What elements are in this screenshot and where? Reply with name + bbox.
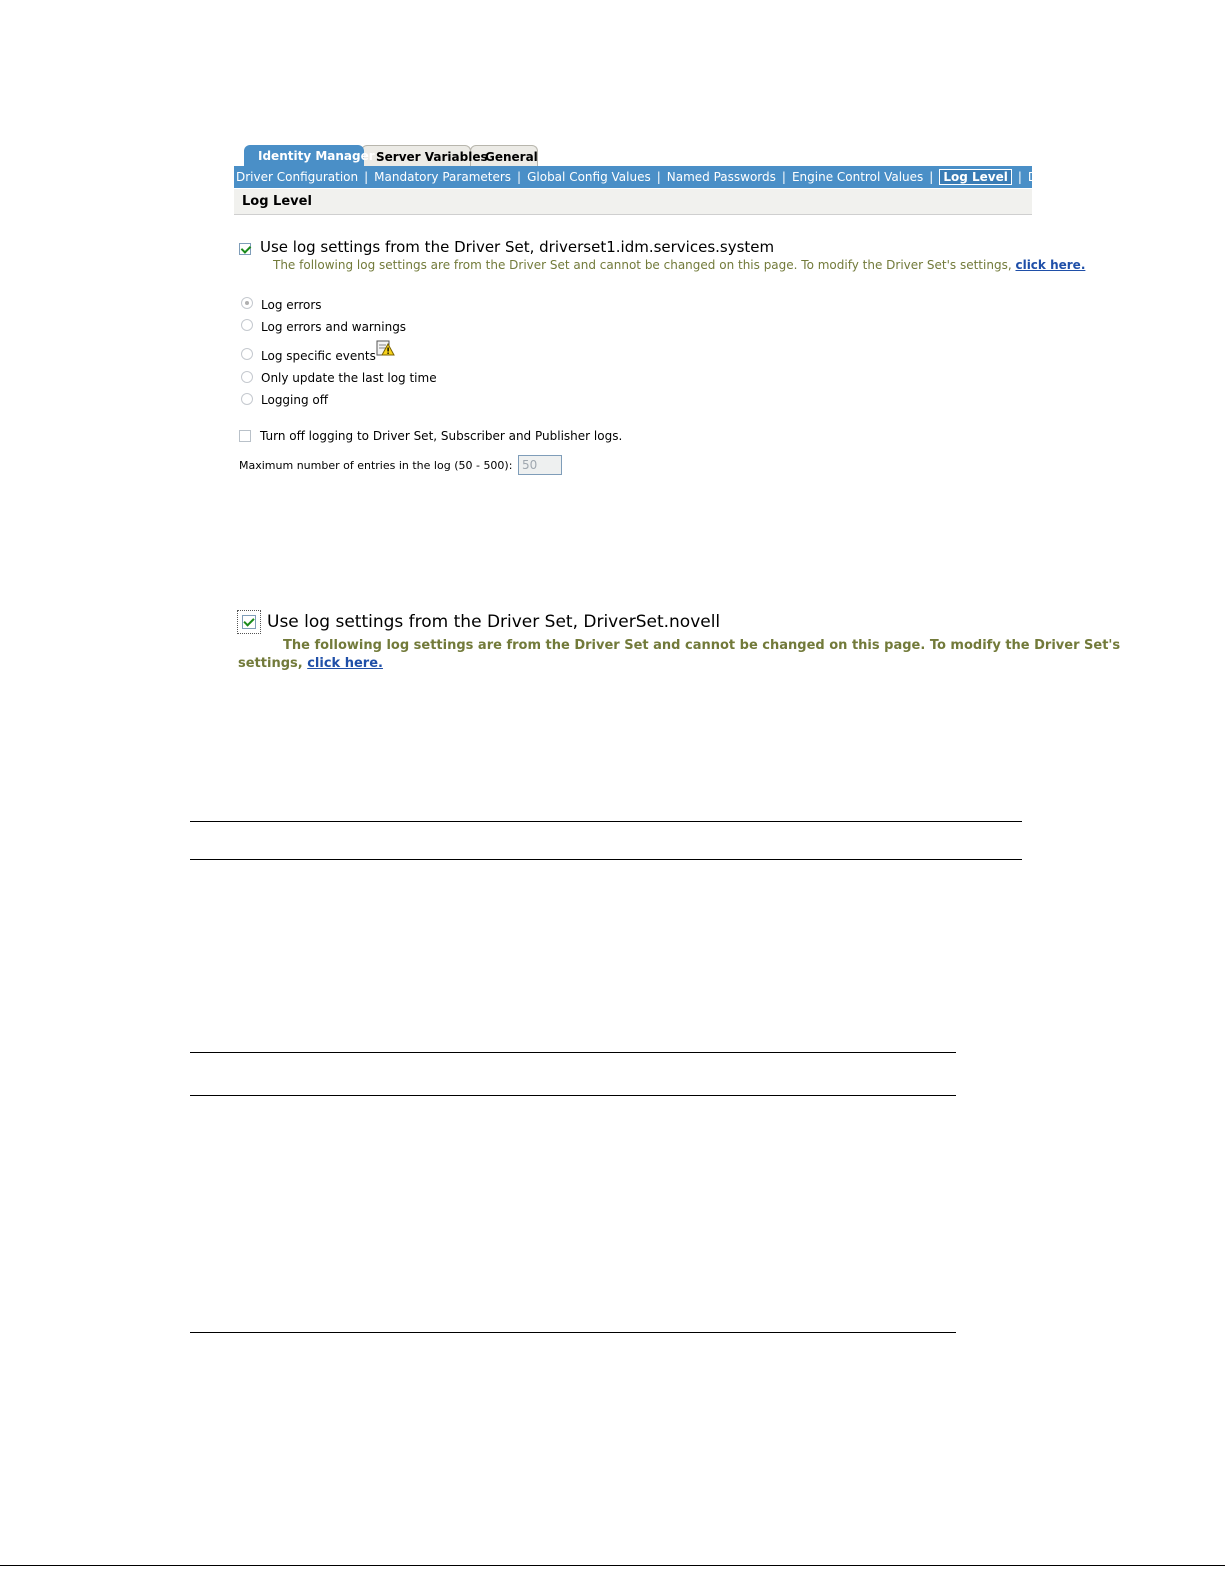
divider [190, 821, 1022, 822]
subnav-named-passwords[interactable]: Named Passwords [666, 170, 776, 184]
turn-off-logging-checkbox[interactable] [239, 430, 251, 442]
radio-logging-off[interactable] [241, 393, 253, 405]
subnav-engine-control-values[interactable]: Engine Control Values [791, 170, 924, 184]
subnav-mandatory-parameters[interactable]: Mandatory Parameters [374, 170, 512, 184]
divider [190, 859, 1022, 860]
use-driverset-label-2: Use log settings from the Driver Set, DriverSet.novell [267, 612, 721, 632]
radio-label-log-errors: Log errors [261, 298, 322, 312]
turn-off-logging-label: Turn off logging to Driver Set, Subscriber and Publisher logs. [260, 429, 623, 443]
radio-label-log-errors-warnings: Log errors and warnings [261, 320, 407, 334]
divider [0, 1565, 1225, 1566]
divider [190, 1095, 956, 1096]
driverset-note [273, 258, 1085, 272]
driverset-note-2-text: settings, [238, 656, 303, 671]
subnav-bar: Driver Configuration | Mandatory Parameters | Global Config Values | Named Passwords | Engine Control Values | Log Level | Driver Image [234, 166, 1032, 188]
radio-log-errors[interactable] [241, 297, 253, 309]
divider [190, 1332, 956, 1333]
tab-identity-manager[interactable]: Identity Manager [244, 145, 364, 167]
use-driverset-checkbox-2[interactable] [242, 615, 256, 629]
click-here-link[interactable]: click here. [1015, 258, 1086, 272]
max-entries-label: Maximum number of entries in the log (50 - 500): [239, 459, 513, 472]
divider [190, 1052, 956, 1053]
radio-label-only-update-last-log-time: Only update the last log time [261, 371, 437, 385]
use-driverset-checkbox-2-focus[interactable] [237, 610, 261, 634]
subnav-global-config-values[interactable]: Global Config Values [527, 170, 651, 184]
radio-label-log-specific-events: Log specific events [261, 349, 376, 363]
section-title: Log Level [234, 189, 1032, 215]
subnav-log-level[interactable]: Log Level [939, 169, 1012, 185]
subnav-driver-configuration[interactable]: Driver Configuration [236, 170, 359, 184]
use-driverset-checkbox[interactable] [239, 243, 251, 255]
click-here-link-2[interactable]: click here. [307, 656, 383, 671]
radio-log-errors-warnings[interactable] [241, 319, 253, 331]
driverset-note-text: The following log settings are from the Driver Set and cannot be changed on this page. To modify the Driver Set's settings, [273, 258, 1012, 272]
subnav-driver-image[interactable]: Driver Image [1027, 170, 1107, 184]
driverset-note-2-line2 [238, 656, 383, 671]
radio-label-logging-off: Logging off [261, 393, 329, 407]
tab-general[interactable]: General [470, 145, 538, 167]
radio-only-update-last-log-time[interactable] [241, 371, 253, 383]
warning-edit-icon[interactable] [375, 338, 395, 358]
tab-server-variables[interactable]: Server Variables [361, 145, 471, 167]
driverset-note-2-line1: The following log settings are from the Driver Set and cannot be changed on this page. To modify the Driver Set's [283, 638, 1121, 653]
radio-log-specific-events[interactable] [241, 348, 253, 360]
use-driverset-label: Use log settings from the Driver Set, driverset1.idm.services.system [260, 238, 775, 256]
max-entries-input[interactable]: 50 [518, 455, 562, 475]
